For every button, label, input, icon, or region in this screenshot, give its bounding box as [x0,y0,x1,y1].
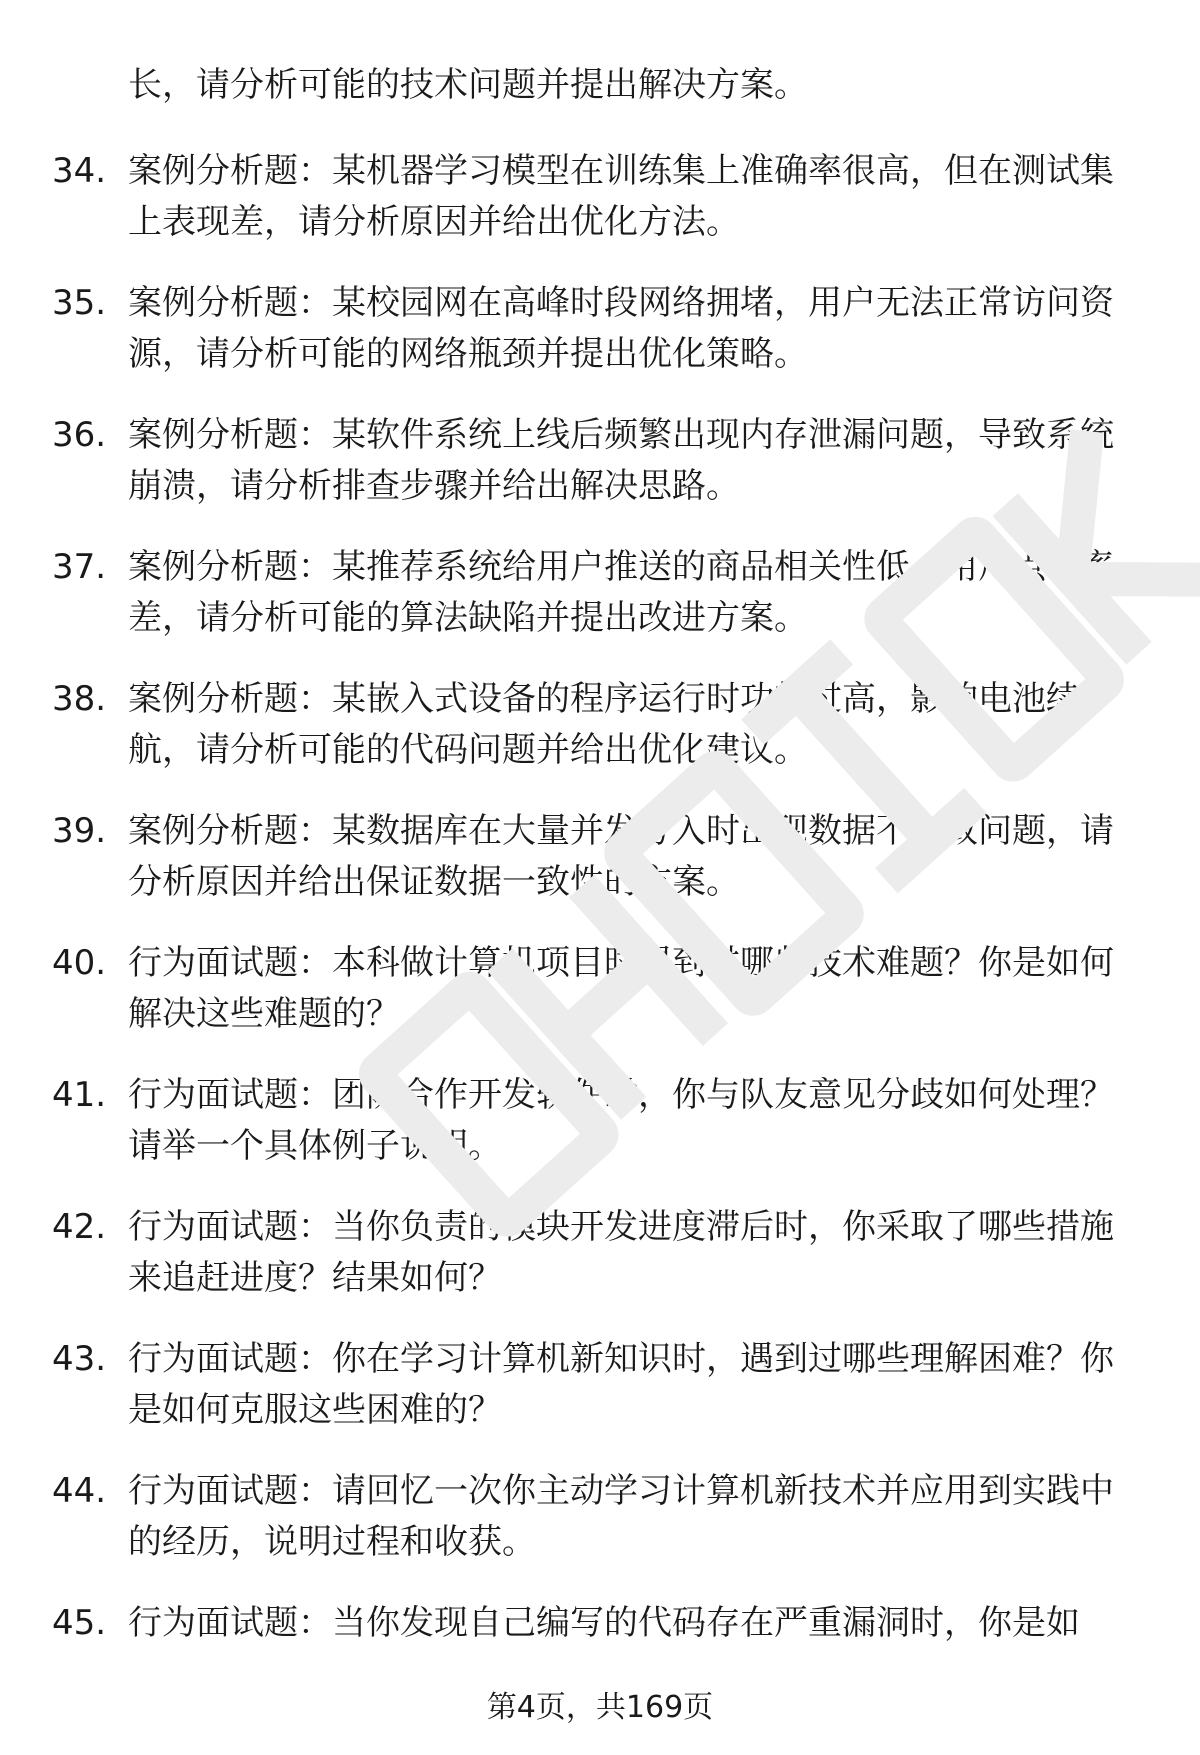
list-item [0,278,1200,410]
question-number: 40. [52,943,107,983]
question-text: 案例分析题：某嵌入式设备的程序运行时功耗过高，影响电池续航，请分析可能的代码问题并给出优化建议。 [128,679,1080,770]
question-number: 39. [52,811,107,851]
question-text: 行为面试题：你在学习计算机新知识时，遇到过哪些理解困难？你是如何克服这些困难的？ [128,1339,1114,1430]
question-text: 行为面试题：请回忆一次你主动学习计算机新技术并应用到实践中的经历，说明过程和收获。 [128,1471,1114,1562]
list-item [0,146,1200,278]
list-item [0,1466,1200,1598]
question-number: 43. [52,1339,107,1379]
question-text: 行为面试题：当你发现自己编写的代码存在严重漏洞时，你是如 [128,1603,1080,1643]
list-item [0,1070,1200,1202]
list-item [0,410,1200,542]
question-number: 37. [52,547,107,587]
list-item [0,542,1200,674]
question-text: 案例分析题：某校园网在高峰时段网络拥堵，用户无法正常访问资源，请分析可能的网络瓶颈并提出优化策略。 [128,283,1114,374]
question-number: 38. [52,679,107,719]
question-number: 34. [52,151,107,191]
question-text: 案例分析题：某数据库在大量并发写入时出现数据不一致问题，请分析原因并给出保证数据一致性的方案。 [128,811,1114,902]
question-number: 44. [52,1471,107,1511]
question-number: 45. [52,1603,107,1643]
list-item [0,806,1200,938]
continued-question-text: 长，请分析可能的技术问题并提出解决方案。 [128,65,808,105]
list-item [0,938,1200,1070]
question-text: 行为面试题：团队合作开发软件时，你与队友意见分歧如何处理？请举一个具体例子说明。 [128,1075,1114,1166]
question-text: 案例分析题：某机器学习模型在训练集上准确率很高，但在测试集上表现差，请分析原因并给出优化方法。 [128,151,1114,242]
question-text: 行为面试题：本科做计算机项目时遇到过哪些技术难题？你是如何解决这些难题的？ [128,943,1114,1034]
question-list [0,146,1200,1730]
question-number: 35. [52,283,107,323]
question-text: 案例分析题：某推荐系统给用户推送的商品相关性低，用户点击率差，请分析可能的算法缺陷并提出改进方案。 [128,547,1114,638]
list-item [0,674,1200,806]
list-item [0,1202,1200,1334]
list-item [0,1334,1200,1466]
question-text: 案例分析题：某软件系统上线后频繁出现内存泄漏问题，导致系统崩溃，请分析排查步骤并给出解决思路。 [128,415,1114,506]
question-number: 41. [52,1075,107,1115]
question-number: 42. [52,1207,107,1247]
page-footer: 第4页，共169页 [486,1690,714,1725]
question-text: 行为面试题：当你负责的模块开发进度滞后时，你采取了哪些措施来追赶进度？结果如何？ [128,1207,1114,1298]
question-number: 36. [52,415,107,455]
